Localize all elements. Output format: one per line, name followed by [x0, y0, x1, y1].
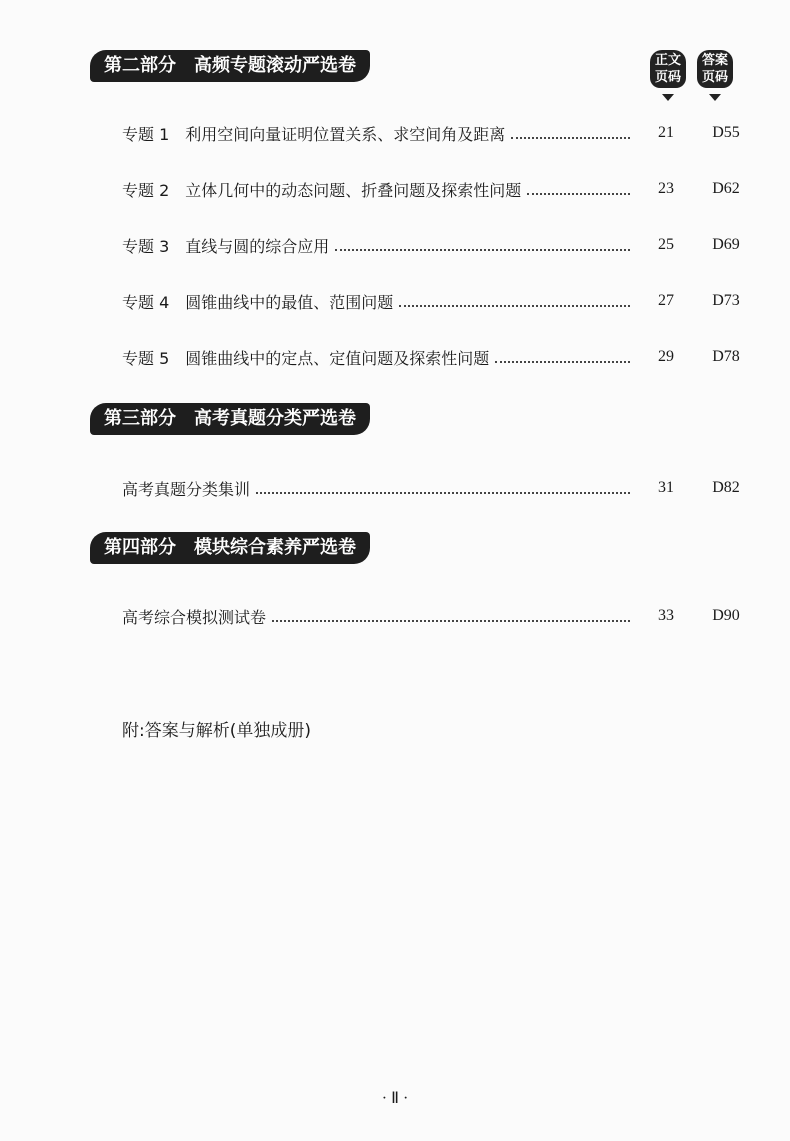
section-title: 高频专题滚动严选卷 — [194, 55, 356, 76]
toc-entry-answer-page: D90 — [712, 607, 740, 624]
toc-entry-page: 21 — [658, 124, 674, 141]
dot-leader — [256, 492, 630, 494]
answer-page-arrow-icon — [709, 94, 721, 101]
page-number: · Ⅱ · — [381, 1090, 409, 1107]
toc-entry-prefix: 专题 1 — [122, 124, 170, 144]
toc-entry-prefix: 专题 5 — [122, 348, 170, 368]
toc-entry-title: 立体几何中的动态问题、折叠问题及探索性问题 — [185, 180, 522, 200]
toc-entry-page: 25 — [658, 236, 674, 253]
toc-entry-prefix: 专题 4 — [122, 292, 170, 312]
toc-entry-page: 23 — [658, 180, 674, 197]
section-title: 模块综合素养严选卷 — [194, 537, 356, 558]
section-prefix: 第二部分 — [104, 55, 176, 76]
dot-leader — [511, 137, 630, 139]
toc-entry-answer-page: D69 — [712, 236, 740, 253]
body-page-label-line1: 正文 — [654, 53, 681, 68]
section-banner-part-4 — [90, 532, 370, 564]
toc-entry-title: 直线与圆的综合应用 — [185, 236, 330, 256]
dot-leader — [527, 193, 630, 195]
body-page-column-header — [650, 50, 686, 88]
answer-page-label-line2: 页码 — [701, 70, 728, 85]
dot-leader — [272, 620, 630, 622]
answer-page-column-header — [697, 50, 733, 88]
toc-entry-page: 33 — [658, 607, 674, 624]
toc-entry[interactable] — [122, 345, 742, 369]
body-page-label-line2: 页码 — [654, 70, 681, 85]
toc-entry[interactable] — [122, 233, 742, 257]
toc-entry-title: 圆锥曲线中的定点、定值问题及探索性问题 — [185, 348, 490, 368]
toc-entry-answer-page: D62 — [712, 180, 740, 197]
toc-entry[interactable] — [122, 476, 742, 500]
toc-entry-page: 31 — [658, 479, 674, 496]
toc-entry[interactable] — [122, 177, 742, 201]
toc-entry-prefix: 专题 3 — [122, 236, 170, 256]
toc-entry[interactable] — [122, 604, 742, 628]
toc-entry[interactable] — [122, 289, 742, 313]
section-banner-part-2 — [90, 50, 370, 82]
toc-entry-answer-page: D82 — [712, 479, 740, 496]
toc-entry-answer-page: D78 — [712, 348, 740, 365]
section-title: 高考真题分类严选卷 — [194, 408, 356, 429]
answer-page-label-line1: 答案 — [701, 53, 728, 68]
toc-entry-answer-page: D73 — [712, 292, 740, 309]
toc-entry-answer-page: D55 — [712, 124, 740, 141]
toc-entry-title: 利用空间向量证明位置关系、求空间角及距离 — [185, 124, 506, 144]
dot-leader — [495, 361, 630, 363]
dot-leader — [335, 249, 630, 251]
section-prefix: 第三部分 — [104, 408, 176, 429]
toc-entry-title: 圆锥曲线中的最值、范围问题 — [185, 292, 394, 312]
toc-entry-title: 高考真题分类集训 — [122, 479, 251, 499]
section-banner-part-3 — [90, 403, 370, 435]
appendix-note: 附:答案与解析(单独成册) — [122, 721, 311, 741]
toc-entry-prefix: 专题 2 — [122, 180, 170, 200]
toc-entry-title: 高考综合模拟测试卷 — [122, 607, 267, 627]
dot-leader — [399, 305, 630, 307]
toc-entry[interactable] — [122, 121, 742, 145]
toc-entry-page: 29 — [658, 348, 674, 365]
body-page-arrow-icon — [662, 94, 674, 101]
toc-entry-page: 27 — [658, 292, 674, 309]
section-prefix: 第四部分 — [104, 537, 176, 558]
